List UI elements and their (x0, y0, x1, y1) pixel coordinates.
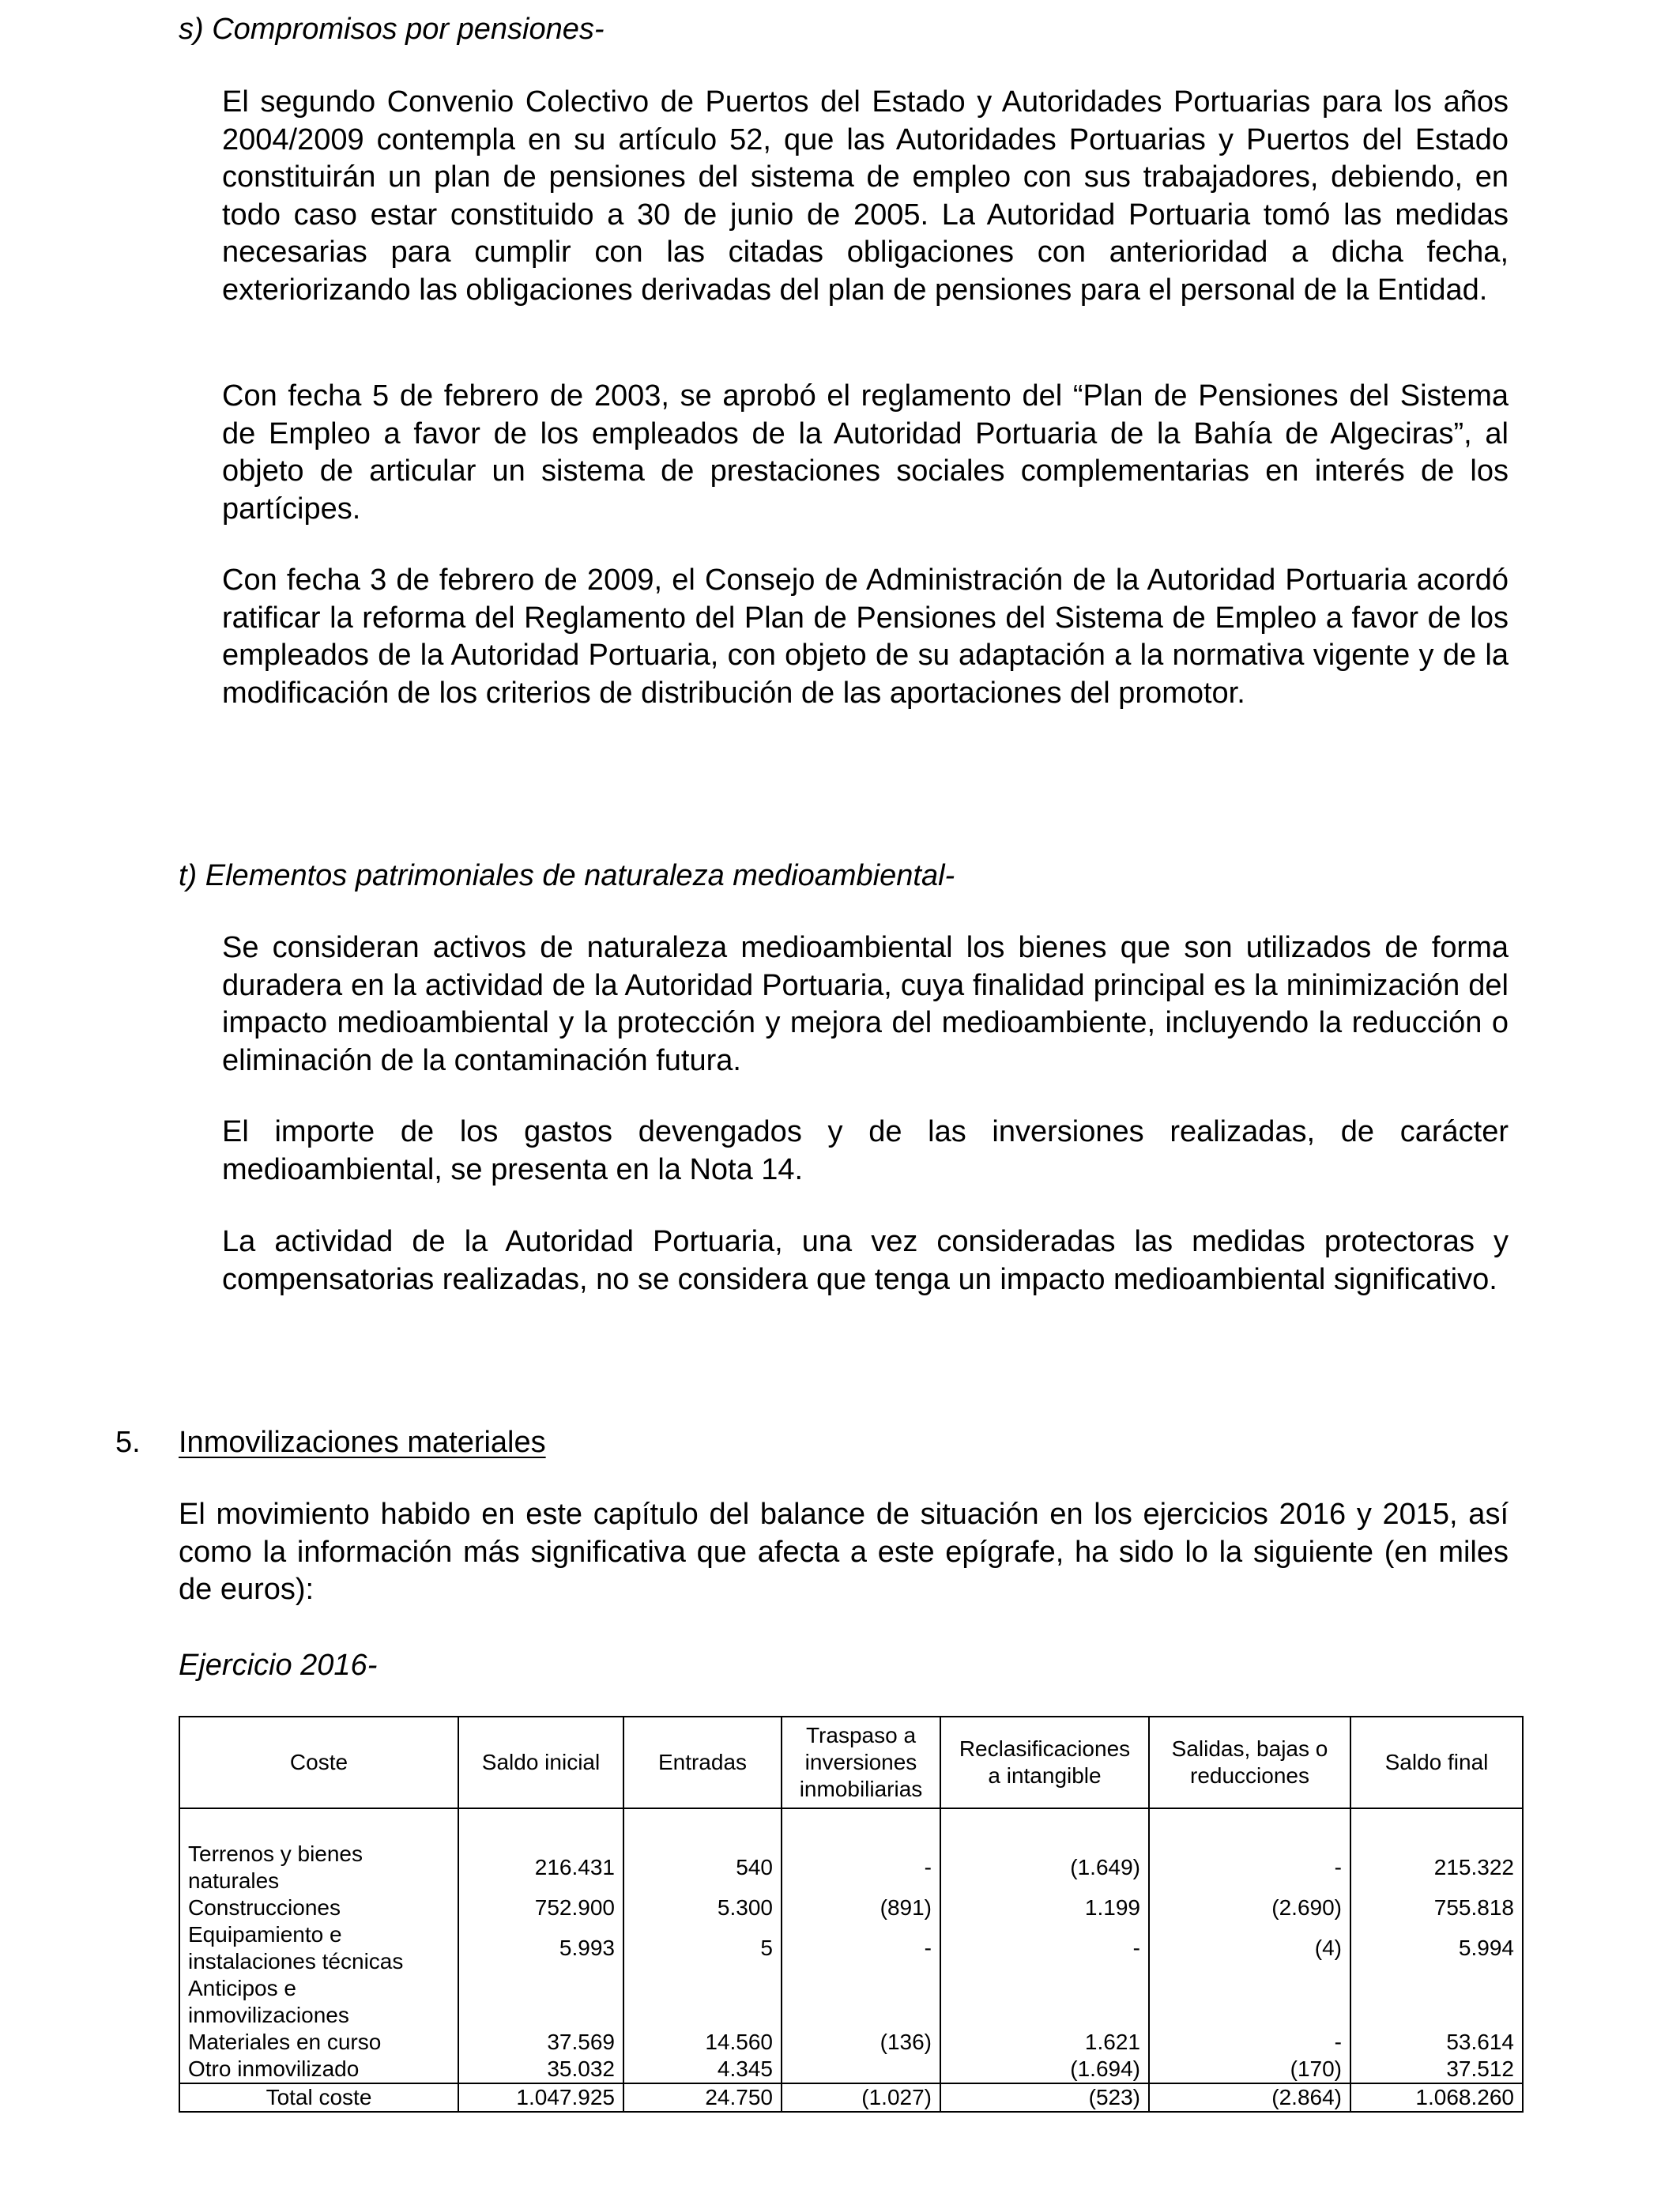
cell-saldo-inicial: 752.900 (458, 1894, 623, 1921)
cell-saldo-inicial: 35.032 (458, 2056, 623, 2083)
cell-saldo-final: 755.818 (1350, 1894, 1523, 1921)
section-s-paragraph-2: Con fecha 5 de febrero de 2003, se aprobó el reglamento del “Plan de Pensiones del Sistema de Empleo a favor de los empleados de la Autoridad Portuaria de la Bahía de Algeciras”, al objeto de articular un sistema de prestaciones sociales complementarias en interés de los partícipes. (222, 379, 1509, 526)
total-saldo-inicial: 1.047.925 (458, 2083, 623, 2112)
section-s-paragraph-3: Con fecha 3 de febrero de 2009, el Consejo de Administración de la Autoridad Portuaria acordó ratificar la reforma del Reglamento del Plan de Pensiones del Sistema de Empleo a favor de los empleados de la Autoridad Portuaria, con objeto de su adaptación a la normativa vigente y de la modificación de los criterios de distribución de las aportaciones del promotor. (222, 564, 1509, 710)
section-5-title-text: Inmovilizaciones materiales (179, 1426, 546, 1459)
cell-reclasificaciones: 1.621 (940, 1975, 1149, 2056)
cell-salidas: - (1149, 1975, 1350, 2056)
section-s-paragraph-1: El segundo Convenio Colectivo de Puertos del Estado y Autoridades Portuarias para los años 2004/2009 contempla en su artículo 52, que las Autoridades Portuarias y Puertos del Estado constituirán un plan de pensiones del sistema de empleo con sus trabajadores, debiendo, en todo caso estar constituido a 30 de junio de 2005. La Autoridad Portuaria tomó las medidas necesarias para cumplir con las citadas obligaciones con anterioridad a dicha fecha, exteriorizando las obligaciones derivadas del plan de pensiones para el personal de la Entidad. (222, 85, 1509, 307)
table-row (179, 1894, 1523, 1921)
row-label: Equipamiento e instalaciones técnicas (179, 1921, 458, 1975)
section-5-number: 5. (115, 1426, 141, 1459)
section-t-heading: t) Elementos patrimoniales de naturaleza medioambiental- (179, 859, 955, 892)
section-t-paragraph-1: Se consideran activos de naturaleza medioambiental los bienes que son utilizados de forma duradera en la actividad de la Autoridad Portuaria, cuya finalidad principal es la minimización del impacto medioambiental y la protección y mejora del medioambiente, incluyendo la reducción o eliminación de la contaminación futura. (222, 931, 1509, 1077)
ejercicio-subheading: Ejercicio 2016- (179, 1649, 378, 1682)
total-saldo-final: 1.068.260 (1350, 2083, 1523, 2112)
header-saldo-final: Saldo final (1350, 1717, 1523, 1808)
cell-traspaso: - (782, 1921, 940, 1975)
section-s-heading: s) Compromisos por pensiones- (179, 13, 605, 46)
table-total-row (179, 2083, 1523, 2112)
cell-salidas: - (1149, 1841, 1350, 1894)
total-traspaso: (1.027) (782, 2083, 940, 2112)
header-traspaso: Traspaso a inversiones inmobiliarias (782, 1717, 940, 1808)
cell-reclasificaciones: 1.199 (940, 1894, 1149, 1921)
cell-entradas: 5 (623, 1921, 782, 1975)
cell-saldo-final: 5.994 (1350, 1921, 1523, 1975)
cell-saldo-final: 53.614 (1350, 1975, 1523, 2056)
total-label: Total coste (179, 2083, 458, 2112)
row-label: Anticipos e inmovilizaciones Materiales en curso (179, 1975, 458, 2056)
header-coste: Coste (179, 1717, 458, 1808)
header-saldo-inicial: Saldo inicial (458, 1717, 623, 1808)
cell-entradas: 14.560 (623, 1975, 782, 2056)
cell-entradas: 5.300 (623, 1894, 782, 1921)
table-row (179, 1841, 1523, 1894)
cell-traspaso (782, 2056, 940, 2083)
costs-table (179, 1716, 1524, 2113)
table-header-row (179, 1717, 1523, 1808)
total-reclasificaciones: (523) (940, 2083, 1149, 2112)
row-label: Construcciones (179, 1894, 458, 1921)
cell-reclasificaciones: (1.694) (940, 2056, 1149, 2083)
header-entradas: Entradas (623, 1717, 782, 1808)
table-spacer-row (179, 1808, 1523, 1841)
cell-salidas: (4) (1149, 1921, 1350, 1975)
cell-saldo-final: 37.512 (1350, 2056, 1523, 2083)
cell-saldo-final: 215.322 (1350, 1841, 1523, 1894)
cell-traspaso: (136) (782, 1975, 940, 2056)
header-salidas: Salidas, bajas o reducciones (1149, 1717, 1350, 1808)
section-5-intro: El movimiento habido en este capítulo del balance de situación en los ejercicios 2016 y 2015, así como la información más significativa que afecta a este epígrafe, ha sido lo la siguiente (en miles de euros): (179, 1498, 1509, 1606)
total-salidas: (2.864) (1149, 2083, 1350, 2112)
cell-entradas: 540 (623, 1841, 782, 1894)
cell-entradas: 4.345 (623, 2056, 782, 2083)
section-t-paragraph-2: El importe de los gastos devengados y de las inversiones realizadas, de carácter medioambiental, se presenta en la Nota 14. (222, 1115, 1509, 1186)
row-label: Otro inmovilizado (179, 2056, 458, 2083)
header-reclasificaciones: Reclasificaciones a intangible (940, 1717, 1149, 1808)
cell-salidas: (170) (1149, 2056, 1350, 2083)
cell-traspaso: (891) (782, 1894, 940, 1921)
row-label: Terrenos y bienes naturales (179, 1841, 458, 1894)
cell-saldo-inicial: 37.569 (458, 1975, 623, 2056)
total-entradas: 24.750 (623, 2083, 782, 2112)
cell-saldo-inicial: 5.993 (458, 1921, 623, 1975)
table-row (179, 1975, 1523, 2056)
table-row (179, 2056, 1523, 2083)
section-t-paragraph-3: La actividad de la Autoridad Portuaria, una vez consideradas las medidas protectoras y compensatorias realizadas, no se considera que tenga un impacto medioambiental significativo. (222, 1225, 1509, 1296)
cell-saldo-inicial: 216.431 (458, 1841, 623, 1894)
cell-salidas: (2.690) (1149, 1894, 1350, 1921)
table-row (179, 1921, 1523, 1975)
cell-reclasificaciones: - (940, 1921, 1149, 1975)
cell-traspaso: - (782, 1841, 940, 1894)
cell-reclasificaciones: (1.649) (940, 1841, 1149, 1894)
section-5-title (115, 1424, 546, 1461)
